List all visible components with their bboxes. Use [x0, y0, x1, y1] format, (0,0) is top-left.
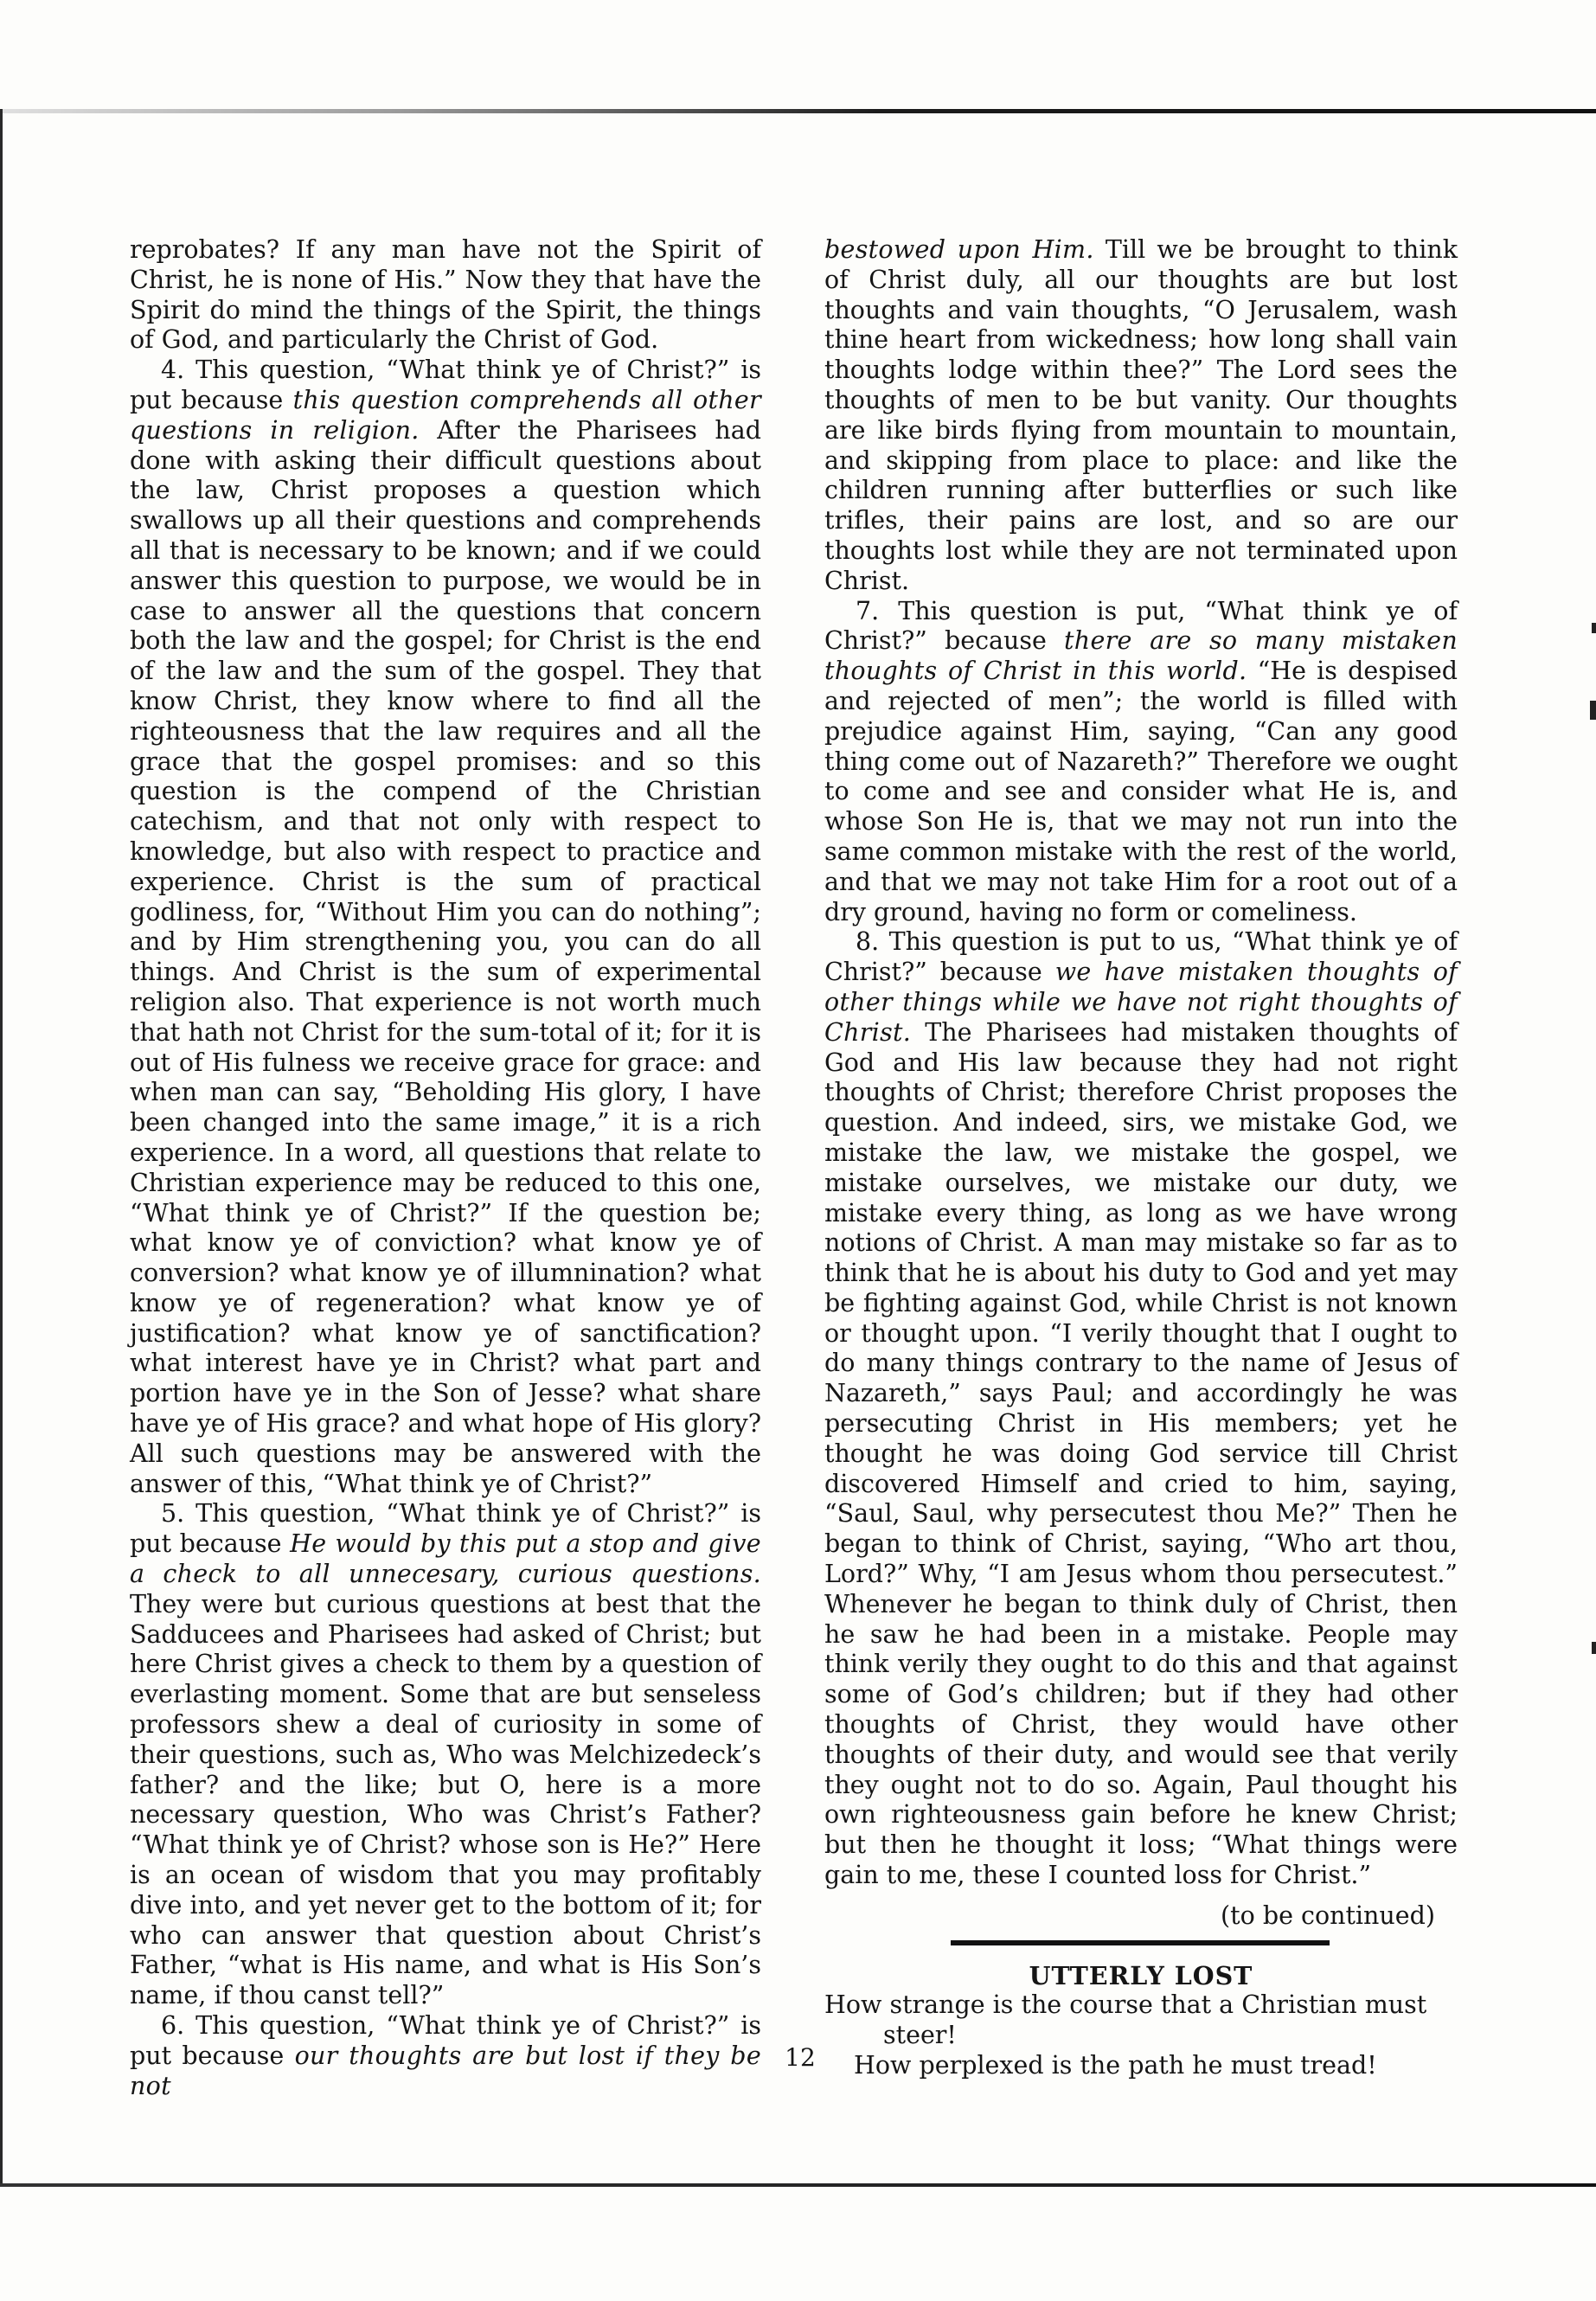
top-rule: [0, 109, 1596, 113]
to-be-continued: (to be continued): [1221, 1900, 1435, 1930]
paragraph: [130, 235, 761, 356]
text-run: reprobates? If any man have not the Spirit of Christ, he is none of His.” Now they that have the Spirit do mind the things of the Spirit, the things of God, and particularly the Christ of God.: [130, 235, 761, 355]
text-run: “He is despised and rejected of men”; the world is filled with prejudice against Him, saying, “Can any good thing come out of Nazareth?” Therefore we ought to come and see and consider what He is, and whose Son He is, that we may not run into the same common mistake with the rest of the world, and that we may not take Him for a root out of a dry ground, having no form or comeliness.: [824, 657, 1458, 926]
text-run: They were but curious questions at best that the Sadducees and Pharisees had asked of Christ; but here Christ gives a check to them by a question of everlasting moment. Some that are but senseless professors shew a deal of curiosity in some of their questions, such as, Who was Melchizedeck’s father? and the like; but O, here is a more necessary question, Who was Christ’s Father? “What think ye of Christ? whose son is He?” Here is an ocean of wisdom that you may profitably dive into, and yet never get to the bottom of it; for who can answer that question about Christ’s Father, “what is His name, and what is His Son’s name, if thou canst tell?”: [130, 1589, 761, 2010]
bottom-rule: [0, 2183, 1596, 2187]
poem-line: steer!: [883, 2021, 957, 2050]
poem-line: How perplexed is the path he must tread!: [854, 2051, 1377, 2080]
text-run: 4. This question, “What think ye of Christ?” is put because: [130, 356, 761, 414]
page-number: 12: [785, 2043, 816, 2072]
scan-mark: [1590, 701, 1596, 720]
scan-mark: [1592, 623, 1596, 633]
italic-text: there are so many mistaken thoughts of Christ in this world.: [824, 626, 1458, 686]
paragraph: [824, 927, 1458, 1891]
text-run: 8. This question is put to us, “What think ye of Christ?” because: [824, 927, 1458, 987]
left-page-edge: [0, 109, 3, 2185]
text-run: The Pharisees had mistaken thoughts of God and His law because they had not right thoughts of Christ; therefore Christ proposes the question. And indeed, sirs, we mistake God, we mistake the law, we mistake the gospel, we mistake ourselves, we mistake our duty, we mistake every thing, as long as we have wrong notions of Christ. A man may mistake so far as to think that he is about his duty to God and yet may be fighting against God, while Christ is not known or thought upon. “I verily thought that I ought to do many things contrary to the name of Jesus of Nazareth,” says Paul; and accordingly he was persecuting Christ in His members; yet he thought he was doing God service till Christ discovered Himself and cried to him, saying, “Saul, Saul, why persecutest thou Me?” Then he began to think of Christ, saying, “Who art thou, Lord?” Why, “I am Jesus whom thou persecutest.” Whenever he began to think duly of Christ, then he saw he had been in a mistake. People may think verily they ought to do this and that against some of God’s children; but if they had other thoughts of Christ, they would have other thoughts of their duty, and would see that verily they ought not to do so. Again, Paul thought his own righteousness gain before he knew Christ; but then he thought it loss; “What things were gain to me, these I counted loss for Christ.”: [824, 1017, 1458, 1890]
scan-mark: [1592, 1642, 1596, 1654]
italic-text: our thoughts are but lost if they be not: [130, 2041, 761, 2100]
paragraph: [824, 235, 1458, 597]
poem-line: How strange is the course that a Christian must: [824, 1990, 1427, 2020]
text-run: 6. This question, “What think ye of Christ?” is put because: [130, 2011, 761, 2070]
text-run: 5. This question, “What think ye of Christ?” is put because: [130, 1499, 761, 1559]
text-run: Till we be brought to think of Christ duly, all our thoughts are but lost thoughts and vain thoughts, “O Jerusalem, wash thine heart from wickedness; how long shall vain thoughts lodge within thee?” The Lord sees the thoughts of men to be but vanity. Our thoughts are like birds flying from mountain to mountain, and skipping from place to place: and like the children running after butterflies or such like trifles, their pains are lost, and so are our thoughts lost while they are not terminated upon Christ.: [824, 235, 1458, 595]
paragraph: [130, 2011, 761, 2101]
paragraph: [130, 356, 761, 1499]
italic-text: this question comprehends all other questions in religion.: [130, 385, 761, 445]
text-run: After the Pharisees had done with asking their difficult questions about the law, Christ proposes a question which swallows up all their questions and comprehends all that is necessary to be known; and if we could answer this question to purpose, we would be in case to answer all the questions that concern both the law and the gospel; for Christ is the end of the law and the sum of the gospel. They that know Christ, they know where to find all the righteousness that the law requires and all the grace that the gospel promises: and so this question is the compend of the Christian catechism, and that not only with respect to knowledge, but also with respect to practice and experience. Christ is the sum of practical godliness, for, “Without Him you can do nothing”; and by Him strengthening you, you can do all things. And Christ is the sum of experimental religion also. That experience is not worth much that hath not Christ for the sum-total of it; for it is out of His fulness we receive grace for grace: and when man can say, “Beholding His glory, I have been changed into the same image,” it is a rich experience. In a word, all questions that relate to Christian experience may be reduced to this one, “What think ye of Christ?” If the question be; what know ye of conviction? what know ye of conversion? what know ye of illumnination? what know ye of regeneration? what know ye of justification? what know ye of sanctification? what interest have ye in Christ? what part and portion have ye in the Son of Jesse? what share have ye of His grace? and what hope of His glory? All such questions may be answered with the answer of this, “What think ye of Christ?”: [130, 415, 761, 1498]
right-column-body: [824, 235, 1458, 1891]
text-run: 7. This question is put, “What think ye of Christ?” because: [824, 596, 1458, 656]
paragraph: [824, 597, 1458, 928]
italic-text: bestowed upon Him.: [824, 235, 1094, 264]
italic-text: He would by this put a stop and give a check to all unnecesary, curious questions.: [130, 1529, 761, 1589]
left-column: [130, 235, 761, 2101]
section-divider: [951, 1940, 1330, 1945]
paragraph: [130, 1499, 761, 2011]
italic-text: we have mistaken thoughts of other things while we have not right thoughts of Christ.: [824, 958, 1458, 1047]
poem-title: UTTERLY LOST: [1029, 1960, 1253, 1990]
right-column: [824, 235, 1458, 2081]
